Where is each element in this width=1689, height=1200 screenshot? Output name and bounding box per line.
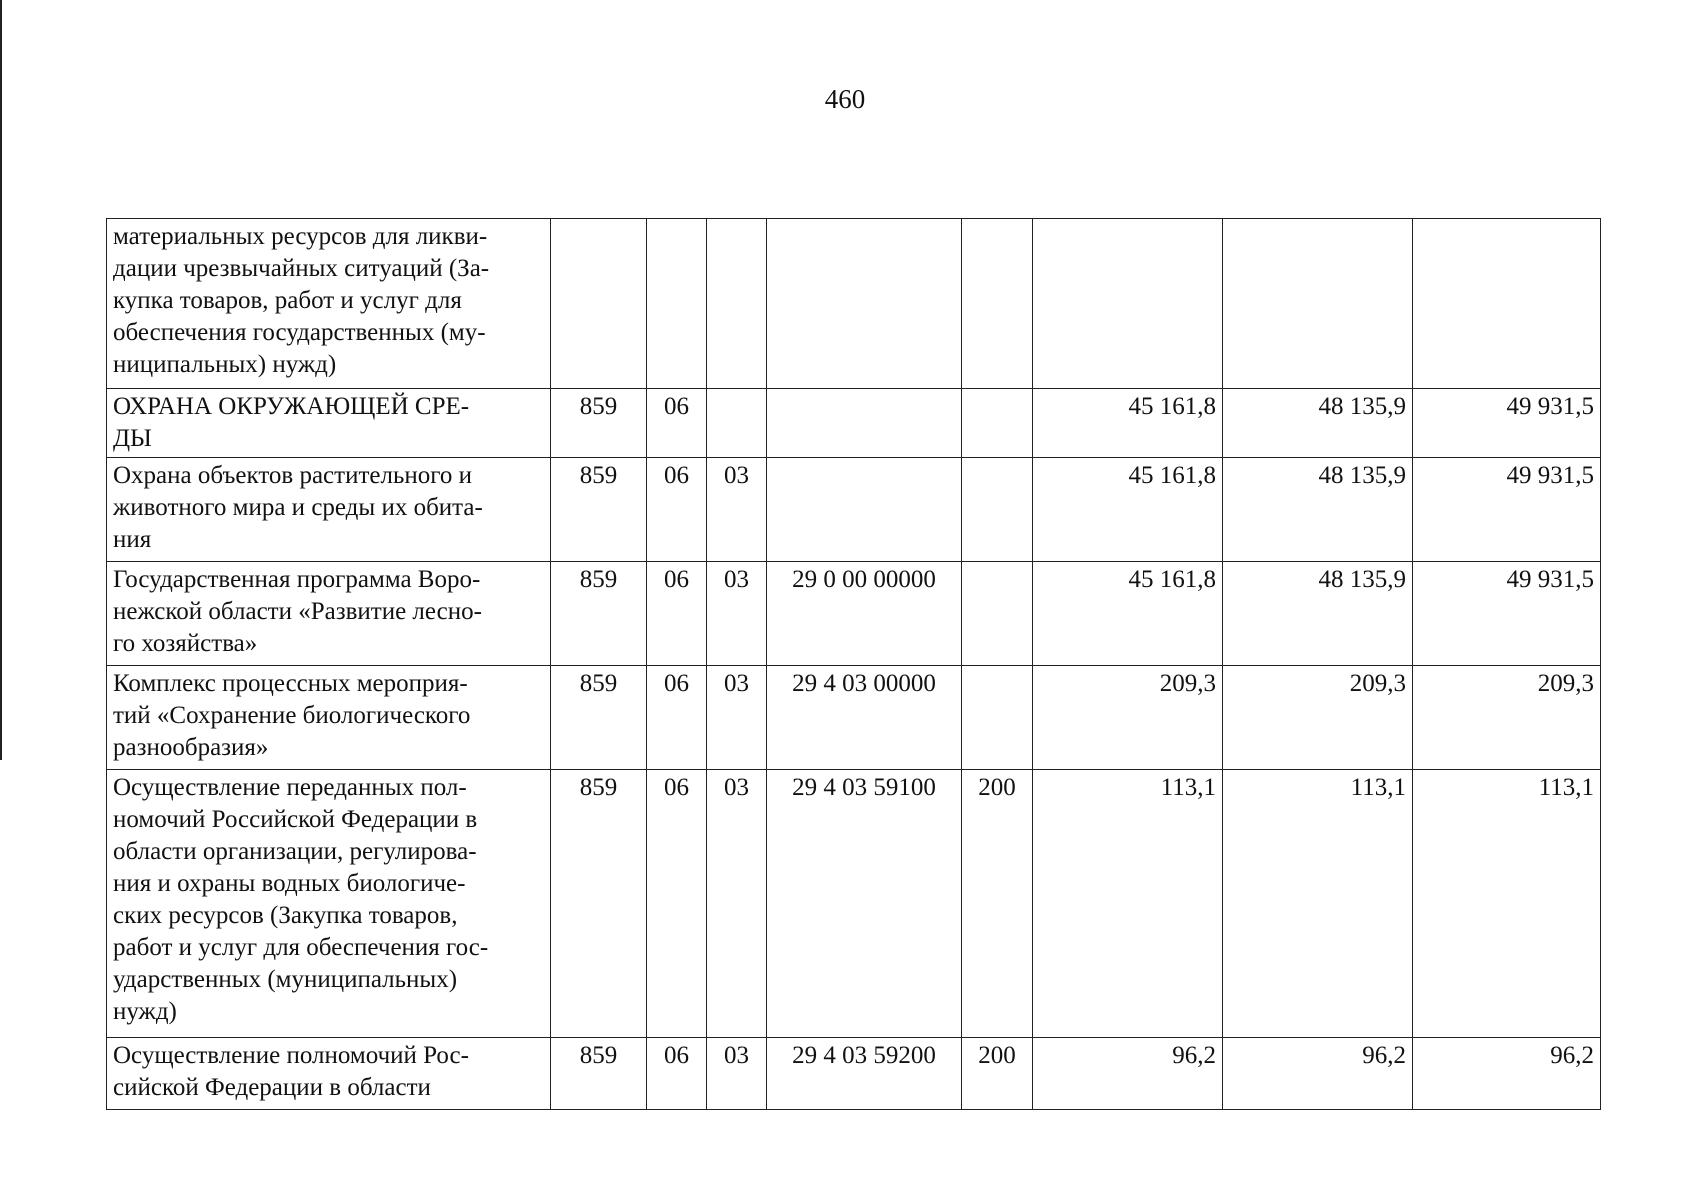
table-row — [107, 770, 1601, 1038]
cell-pr: 03 — [707, 562, 767, 666]
cell-name-line: обеспечения государственных (му- — [113, 319, 486, 346]
cell-pr — [707, 219, 767, 389]
cell-ved: 859 — [551, 389, 647, 458]
cell-sum-year2: 48 135,9 — [1223, 458, 1413, 562]
cell-sum-year3: 49 931,5 — [1413, 458, 1601, 562]
table-row — [107, 666, 1601, 770]
cell-name-line: нежской области «Развитие лесно- — [113, 598, 482, 625]
cell-sum-year2: 48 135,9 — [1223, 389, 1413, 458]
cell-ved: 859 — [551, 770, 647, 1038]
cell-csr: 29 4 03 59100 — [767, 770, 962, 1038]
cell-sum-year2: 48 135,9 — [1223, 562, 1413, 666]
cell-name — [107, 562, 551, 666]
cell-name — [107, 1038, 551, 1110]
cell-sum-year1: 96,2 — [1033, 1038, 1223, 1110]
cell-sum-year1: 113,1 — [1033, 770, 1223, 1038]
cell-rz — [647, 219, 707, 389]
cell-name-line: Осуществление переданных пол- — [113, 774, 467, 801]
cell-name-line: купка товаров, работ и услуг для — [113, 287, 462, 314]
cell-rz: 06 — [647, 562, 707, 666]
cell-csr — [767, 219, 962, 389]
cell-rz: 06 — [647, 666, 707, 770]
cell-sum-year3: 113,1 — [1413, 770, 1601, 1038]
table-row — [107, 562, 1601, 666]
cell-sum-year3: 49 931,5 — [1413, 389, 1601, 458]
table-row — [107, 1038, 1601, 1110]
cell-csr: 29 4 03 59200 — [767, 1038, 962, 1110]
cell-csr: 29 4 03 00000 — [767, 666, 962, 770]
cell-name-line: Комплекс процессных мероприя- — [113, 670, 468, 697]
cell-sum-year2: 96,2 — [1223, 1038, 1413, 1110]
cell-name-line: Охрана объектов растительного и — [113, 462, 472, 489]
cell-sum-year2 — [1223, 219, 1413, 389]
cell-pr: 03 — [707, 770, 767, 1038]
table-row — [107, 389, 1601, 458]
cell-name — [107, 666, 551, 770]
budget-table-body — [107, 219, 1601, 1110]
cell-sum-year1: 45 161,8 — [1033, 389, 1223, 458]
cell-sum-year1: 45 161,8 — [1033, 458, 1223, 562]
cell-name-line: дации чрезвычайных ситуаций (За- — [113, 255, 490, 282]
cell-name-line: Государственная программа Воро- — [113, 566, 481, 593]
cell-ved: 859 — [551, 666, 647, 770]
cell-name — [107, 770, 551, 1038]
cell-name-line: ния — [113, 526, 152, 553]
cell-name-line: животного мира и среды их обита- — [113, 494, 483, 521]
cell-name-line: ния и охраны водных биологиче- — [113, 870, 466, 897]
cell-sum-year3: 96,2 — [1413, 1038, 1601, 1110]
cell-name — [107, 458, 551, 562]
cell-name — [107, 219, 551, 389]
cell-rz: 06 — [647, 770, 707, 1038]
cell-vr — [962, 219, 1033, 389]
cell-vr: 200 — [962, 1038, 1033, 1110]
cell-name-line: ских ресурсов (Закупка товаров, — [113, 902, 458, 929]
cell-ved — [551, 219, 647, 389]
cell-rz: 06 — [647, 389, 707, 458]
cell-vr — [962, 389, 1033, 458]
cell-name-line: нужд) — [113, 998, 177, 1025]
cell-sum-year2: 209,3 — [1223, 666, 1413, 770]
cell-name — [107, 389, 551, 458]
cell-vr — [962, 562, 1033, 666]
cell-sum-year3: 209,3 — [1413, 666, 1601, 770]
cell-sum-year3 — [1413, 219, 1601, 389]
cell-name-line: работ и услуг для обеспечения гос- — [113, 934, 489, 961]
cell-name-line: материальных ресурсов для ликви- — [113, 223, 488, 250]
cell-sum-year1: 209,3 — [1033, 666, 1223, 770]
cell-vr — [962, 458, 1033, 562]
cell-sum-year3: 49 931,5 — [1413, 562, 1601, 666]
cell-name-line: ДЫ — [113, 425, 152, 452]
cell-vr — [962, 666, 1033, 770]
cell-name-line: ударственных (муниципальных) — [113, 966, 458, 993]
budget-table — [106, 218, 1601, 1110]
table-row — [107, 458, 1601, 562]
cell-vr: 200 — [962, 770, 1033, 1038]
cell-rz: 06 — [647, 1038, 707, 1110]
scan-left-edge — [0, 0, 2, 760]
cell-pr: 03 — [707, 1038, 767, 1110]
cell-rz: 06 — [647, 458, 707, 562]
cell-name-line: тий «Сохранение биологического — [113, 702, 471, 729]
cell-sum-year2: 113,1 — [1223, 770, 1413, 1038]
cell-csr: 29 0 00 00000 — [767, 562, 962, 666]
cell-csr — [767, 389, 962, 458]
cell-csr — [767, 458, 962, 562]
cell-pr: 03 — [707, 666, 767, 770]
page-number: 460 — [824, 84, 866, 114]
table-row — [107, 219, 1601, 389]
cell-name-line: Осуществление полномочий Рос- — [113, 1042, 469, 1069]
cell-name-line: разнообразия» — [113, 734, 269, 761]
cell-name-line: го хозяйства» — [113, 630, 258, 657]
cell-name-line: области организации, регулирова- — [113, 838, 477, 865]
cell-sum-year1 — [1033, 219, 1223, 389]
cell-name-line: ОХРАНА ОКРУЖАЮЩЕЙ СРЕ- — [113, 393, 470, 420]
cell-ved: 859 — [551, 1038, 647, 1110]
cell-name-line: сийской Федерации в области — [113, 1074, 431, 1101]
cell-ved: 859 — [551, 458, 647, 562]
cell-name-line: номочий Российской Федерации в — [113, 806, 478, 833]
cell-ved: 859 — [551, 562, 647, 666]
cell-name-line: ниципальных) нужд) — [113, 351, 337, 378]
cell-pr: 03 — [707, 458, 767, 562]
cell-pr — [707, 389, 767, 458]
cell-sum-year1: 45 161,8 — [1033, 562, 1223, 666]
